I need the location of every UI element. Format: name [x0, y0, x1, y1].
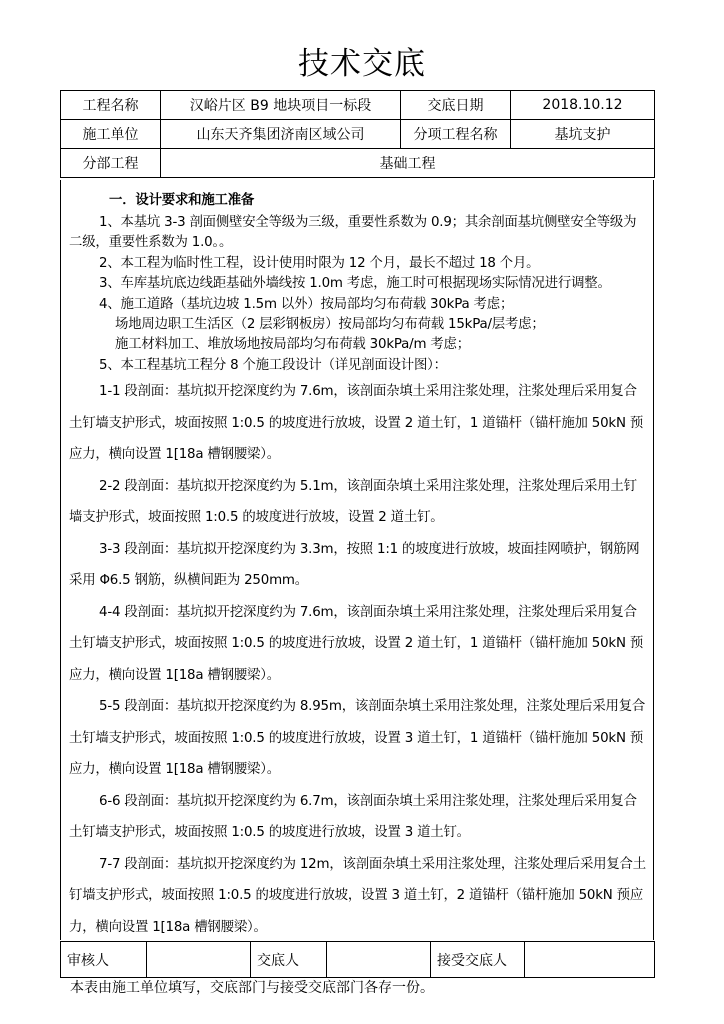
document-title: 技术交底 [298, 46, 426, 82]
project-name-label: 工程名称 [61, 91, 161, 120]
section-paragraph-2-2: 2-2 段剖面：基坑拟开挖深度约为 5.1m，该剖面杂填土采用注浆处理，注浆处理后采用土钉墙支护形式，坡面按照 1:0.5 的坡度进行放坡，设置 2 道土钉。 [69, 478, 637, 526]
reviewer-field [147, 942, 251, 978]
signature-table [60, 941, 655, 978]
section-paragraph-5-5: 5-5 段剖面：基坑拟开挖深度约为 8.95m，该剖面杂填土采用注浆处理，注浆处理后采用复合土钉墙支护形式，坡面按照 1:0.5 的坡度进行放坡，设置 3 道土钉，1 道锚杆（锚杆施加 50kN 预应力，横向设置 1[18a 槽钢腰梁）。 [69, 699, 646, 778]
project-name-value: 汉峪片区 B9 地块项目一标段 [161, 91, 401, 120]
requirement-item-1: 1、本基坑 3-3 剖面侧壁安全等级为三级，重要性系数为 0.9；其余剖面基坑侧壁安全等级为二级，重要性系数为 1.0。。 [69, 215, 637, 251]
section-paragraph-6-6: 6-6 段剖面：基坑拟开挖深度约为 6.7m，该剖面杂填土采用注浆处理，注浆处理后采用复合土钉墙支护形式，坡面按照 1:0.5 的坡度进行放坡，设置 3 道土钉。 [69, 793, 637, 841]
section-paragraph-3-3: 3-3 段剖面：基坑拟开挖深度约为 3.3m，按照 1:1 的坡度进行放坡，坡面挂网喷护，钢筋网采用 Φ6.5 钢筋，纵横间距为 250mm。 [69, 541, 640, 589]
contractor-value: 山东天齐集团济南区域公司 [161, 120, 401, 149]
date-label: 交底日期 [401, 91, 511, 120]
date-value: 2018.10.12 [511, 91, 655, 120]
requirement-sub-item-2: 施工材料加工、堆放场地按局部均匀布荷载 30kPa/m 考虑； [115, 337, 470, 353]
sub-item-label: 分项工程名称 [401, 120, 511, 149]
receiver-field [525, 942, 655, 978]
sub-item-value: 基坑支护 [511, 120, 655, 149]
content-box [60, 180, 654, 940]
requirement-item-4: 4、施工道路（基坑边坡 1.5m 以外）按局部均匀布荷载 30kPa 考虑； [99, 296, 514, 312]
reviewer-label: 审核人 [61, 942, 147, 978]
requirement-item-2: 2、本工程为临时性工程，设计使用时限为 12 个月，最长不超过 18 个月。 [99, 255, 540, 271]
section-paragraph-4-4: 4-4 段剖面：基坑拟开挖深度约为 7.6m，该剖面杂填土采用注浆处理，注浆处理后采用复合土钉墙支护形式，坡面按照 1:0.5 的坡度进行放坡，设置 2 道土钉，1 道锚杆（锚杆施加 50kN 预应力，横向设置 1[18a 槽钢腰梁）。 [69, 604, 644, 683]
receiver-label: 接受交底人 [431, 942, 525, 978]
content-body [69, 191, 649, 940]
division-label: 分部工程 [61, 149, 161, 178]
discloser-label: 交底人 [251, 942, 327, 978]
header-table [60, 90, 655, 178]
section-title: 一．设计要求和施工准备 [109, 193, 255, 208]
section-paragraph-1-1: 1-1 段剖面：基坑拟开挖深度约为 7.6m，该剖面杂填土采用注浆处理，注浆处理后采用复合土钉墙支护形式，坡面按照 1:0.5 的坡度进行放坡，设置 2 道土钉，1 道锚杆（锚杆施加 50kN 预应力，横向设置 1[18a 槽钢腰梁）。 [69, 384, 644, 463]
section-paragraph-7-7: 7-7 段剖面：基坑拟开挖深度约为 12m，该剖面杂填土采用注浆处理，注浆处理后采用复合土钉墙支护形式，坡面按照 1:0.5 的坡度进行放坡，设置 3 道土钉，2 道锚杆（锚杆施加 50kN 预应力，横向设置 1[18a 槽钢腰梁）。 [69, 856, 646, 935]
contractor-label: 施工单位 [61, 120, 161, 149]
division-value: 基础工程 [161, 149, 655, 178]
discloser-field [327, 942, 431, 978]
requirement-sub-item-1: 场地周边职工生活区（2 层彩钢板房）按局部均匀布荷载 15kPa/层考虑； [115, 317, 545, 333]
requirement-item-3: 3、车库基坑底边线距基础外墙线按 1.0m 考虑，施工时可根据现场实际情况进行调整。 [99, 276, 611, 292]
requirement-item-5: 5、本工程基坑工程分 8 个施工段设计（详见剖面设计图）： [99, 357, 447, 373]
footer-note: 本表由施工单位填写，交底部门与接受交底部门各存一份。 [70, 980, 434, 996]
